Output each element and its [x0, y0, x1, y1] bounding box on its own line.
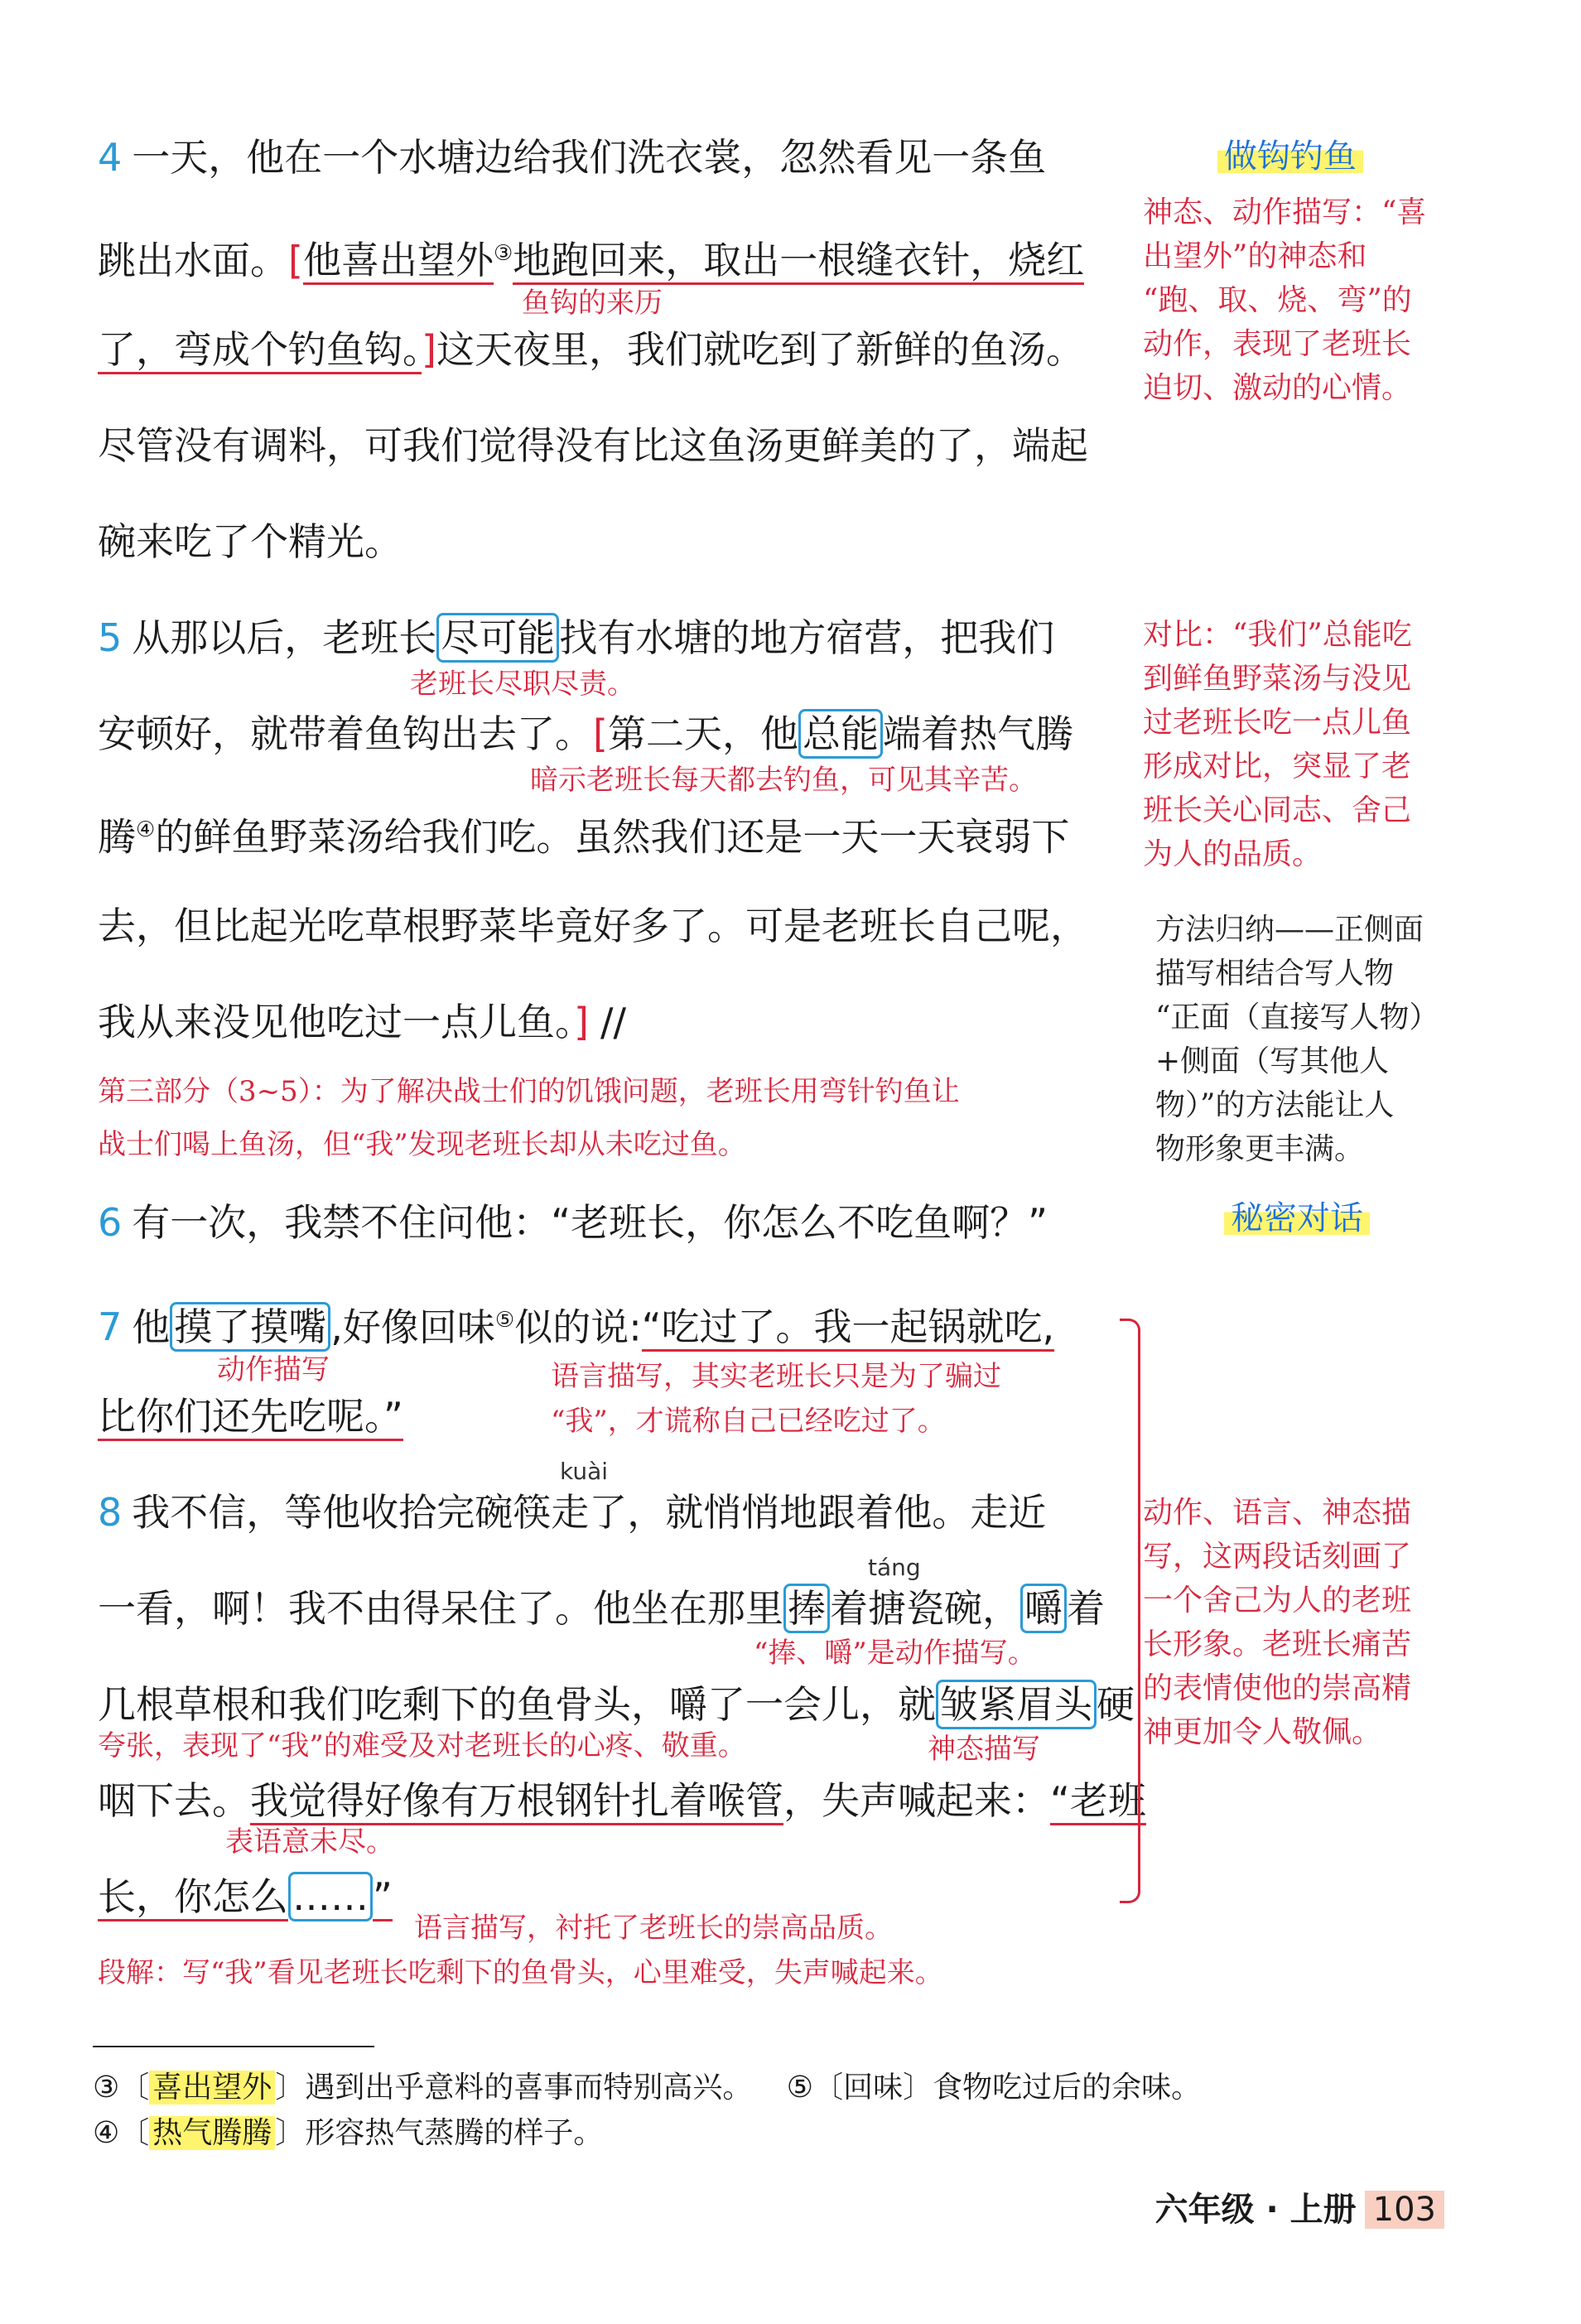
- annotation-unfinished: 表语意未尽。: [225, 1825, 394, 1859]
- paragraph-number: 7: [98, 1304, 123, 1350]
- p4-line-3: 了，弯成个钓鱼钩。]这天夜里，我们就吃到了新鲜的鱼汤。: [98, 325, 1084, 374]
- sidebar-note-2-line-1: 对比：“我们”总能吃: [1143, 618, 1412, 652]
- sidebar-method-line-5: 物）”的方法能让人: [1155, 1088, 1395, 1122]
- sidebar-note-4-line-2: 写，这两段话刻画了: [1143, 1540, 1412, 1574]
- p8-line-2: 一看，啊！我不由得呆住了。他坐在那里 捧 着搪瓷碗， 嚼 着: [98, 1584, 1105, 1633]
- pinyin-kuai: kuài: [560, 1458, 609, 1485]
- sidebar-method-line-6: 物形象更丰满。: [1155, 1132, 1365, 1166]
- paragraph-number: 5: [98, 615, 123, 660]
- sidebar-note-4-line-5: 的表情使他的崇高精: [1143, 1671, 1412, 1705]
- paragraph-number: 8: [98, 1490, 123, 1535]
- p4-line-5: 碗来吃了个精光。: [98, 519, 402, 564]
- p5-line-4: 去，但比起光吃草根野菜毕竟好多了。可是老班长自己呢，: [98, 904, 1088, 948]
- annotation-hook-origin: 鱼钩的来历: [522, 287, 663, 320]
- sidebar-method-line-2: 描写相结合写人物: [1155, 957, 1395, 991]
- p8-line-1: 8 我不信，等他收拾完碗筷走了，就悄悄地跟着他。走近: [98, 1490, 1047, 1535]
- grade-label: 六年级 · 上册: [1154, 2191, 1357, 2229]
- sidebar-note-2-line-5: 班长关心同志、舍己: [1143, 793, 1412, 827]
- sidebar-note-2-line-3: 过老班长吃一点儿鱼: [1143, 706, 1412, 740]
- sidebar-note-2-line-4: 形成对比，突显了老: [1143, 750, 1412, 784]
- paragraph-summary: 段解：写“我”看见老班长吃剩下的鱼骨头，心里难受，失声喊起来。: [98, 1956, 943, 1989]
- annotation-verbs: “捧、嚼”是动作描写。: [754, 1637, 1036, 1670]
- p4-line-4: 尽管没有调料，可我们觉得没有比这鱼汤更鲜美的了，端起: [98, 423, 1088, 468]
- annotation-language-quality: 语言描写，衬托了老班长的崇高品质。: [414, 1912, 893, 1945]
- sidebar-note-1-line-4: 动作，表现了老班长: [1143, 327, 1412, 361]
- p7-line-2: 比你们还先吃呢。”: [98, 1391, 403, 1441]
- sidebar-note-1-line-1: 神态、动作描写：“喜: [1143, 195, 1427, 229]
- p6-line: 6 有一次，我禁不住问他：“老班长，你怎么不吃鱼啊？”: [98, 1200, 1048, 1245]
- footnote-divider: [93, 2046, 374, 2047]
- p5-line-1: 5 从那以后，老班长 尽可能 找有水塘的地方宿营，把我们: [98, 613, 1054, 663]
- p5-line-2: 安顿好，就带着鱼钩出去了。[第二天，他 总能 端着热气腾: [98, 709, 1073, 759]
- sidebar-note-2-line-6: 为人的品质。: [1143, 837, 1323, 871]
- annotation-dutiful: 老班长尽职尽责。: [410, 668, 635, 701]
- sidebar-heading-dialogue: 秘密对话: [1224, 1198, 1370, 1239]
- annotation-language-2: “我”，才谎称自己已经吃过了。: [551, 1405, 946, 1438]
- annotation-language-1: 语言描写，其实老班长只是为了骗过: [551, 1360, 1001, 1393]
- paragraph-number: 6: [98, 1200, 123, 1245]
- p4-line-1: 4 一天，他在一个水塘边给我们洗衣裳，忽然看见一条鱼: [98, 135, 1047, 180]
- sidebar-note-4-line-4: 长形象。老班长痛苦: [1143, 1627, 1412, 1661]
- part3-summary-line-2: 战士们喝上鱼汤，但“我”发现老班长却从未吃过鱼。: [98, 1128, 746, 1161]
- p8-line-4: 咽下去。我觉得好像有万根钢针扎着喉管，失声喊起来：“老班: [98, 1776, 1146, 1825]
- pinyin-tang: táng: [868, 1554, 921, 1581]
- page-number: 103: [1365, 2191, 1444, 2229]
- sidebar-note-1-line-3: “跑、取、烧、弯”的: [1143, 283, 1412, 317]
- sidebar-method-line-3: “正面（直接写人物）: [1155, 1000, 1439, 1034]
- paragraph-number: 4: [98, 135, 123, 180]
- footnote-row-2: ④〔 热气腾腾 〕形容热气蒸腾的样子。: [93, 2116, 604, 2150]
- annotation-hardship: 暗示老班长每天都去钓鱼，可见其辛苦。: [530, 764, 1037, 797]
- p7-line-1: 7 他 摸了摸嘴 ,好像回味⑤似的说:“吃过了。我一起锅就吃,: [98, 1295, 1054, 1352]
- sidebar-note-1-line-5: 迫切、激动的心情。: [1143, 371, 1412, 405]
- boxed-word: 总能: [798, 709, 883, 759]
- p8-line-3: 几根草根和我们吃剩下的鱼骨头，嚼了一会儿，就 皱紧眉头 硬: [98, 1680, 1135, 1729]
- page-footer: [1155, 2183, 1444, 2230]
- open-bracket: [: [288, 238, 303, 283]
- sidebar-note-4-line-6: 神更加令人敬佩。: [1143, 1715, 1382, 1749]
- part3-summary-line-1: 第三部分（3~5）：为了解决战士们的饥饿问题，老班长用弯针钓鱼让: [98, 1075, 960, 1108]
- boxed-word: 摸了摸嘴: [170, 1302, 330, 1352]
- sidebar-note-2-line-2: 到鲜鱼野菜汤与没见: [1143, 662, 1412, 696]
- p8-line-5: 长，你怎么 …… ”: [98, 1872, 393, 1921]
- sidebar-method-line-1: 方法归纳——正侧面: [1155, 913, 1424, 947]
- boxed-word: 尽可能: [436, 613, 559, 663]
- sidebar-heading-hook: 做钩钓鱼: [1217, 136, 1363, 177]
- annotation-action: 动作描写: [217, 1353, 330, 1386]
- p5-line-5: 我从来没见他吃过一点儿鱼。] //: [98, 1000, 626, 1044]
- annotation-exaggeration: 夸张，表现了“我”的难受及对老班长的心疼、敬重。: [98, 1729, 746, 1762]
- sidebar-method-line-4: +侧面（写其他人: [1155, 1044, 1390, 1078]
- sidebar-note-4-line-3: 一个舍己为人的老班: [1143, 1584, 1412, 1618]
- sidebar-note-1-line-2: 出望外”的神态和: [1143, 239, 1367, 273]
- annotation-expression: 神态描写: [928, 1733, 1040, 1766]
- p4-line-2: 跳出水面。[他喜出望外③地跑回来，取出一根缝衣针，烧红: [98, 229, 1084, 285]
- footnote-row-1: ③〔 喜出望外 〕遇到出乎意料的喜事而特别高兴。 ⑤〔回味〕食物吃过后的余味。: [93, 2071, 1202, 2105]
- bracket-p7-p8: [1120, 1319, 1140, 1903]
- sidebar-note-4-line-1: 动作、语言、神态描: [1143, 1496, 1412, 1530]
- p5-line-3: 腾④的鲜鱼野菜汤给我们吃。虽然我们还是一天一天衰弱下: [98, 814, 1070, 860]
- close-bracket: ]: [422, 327, 436, 372]
